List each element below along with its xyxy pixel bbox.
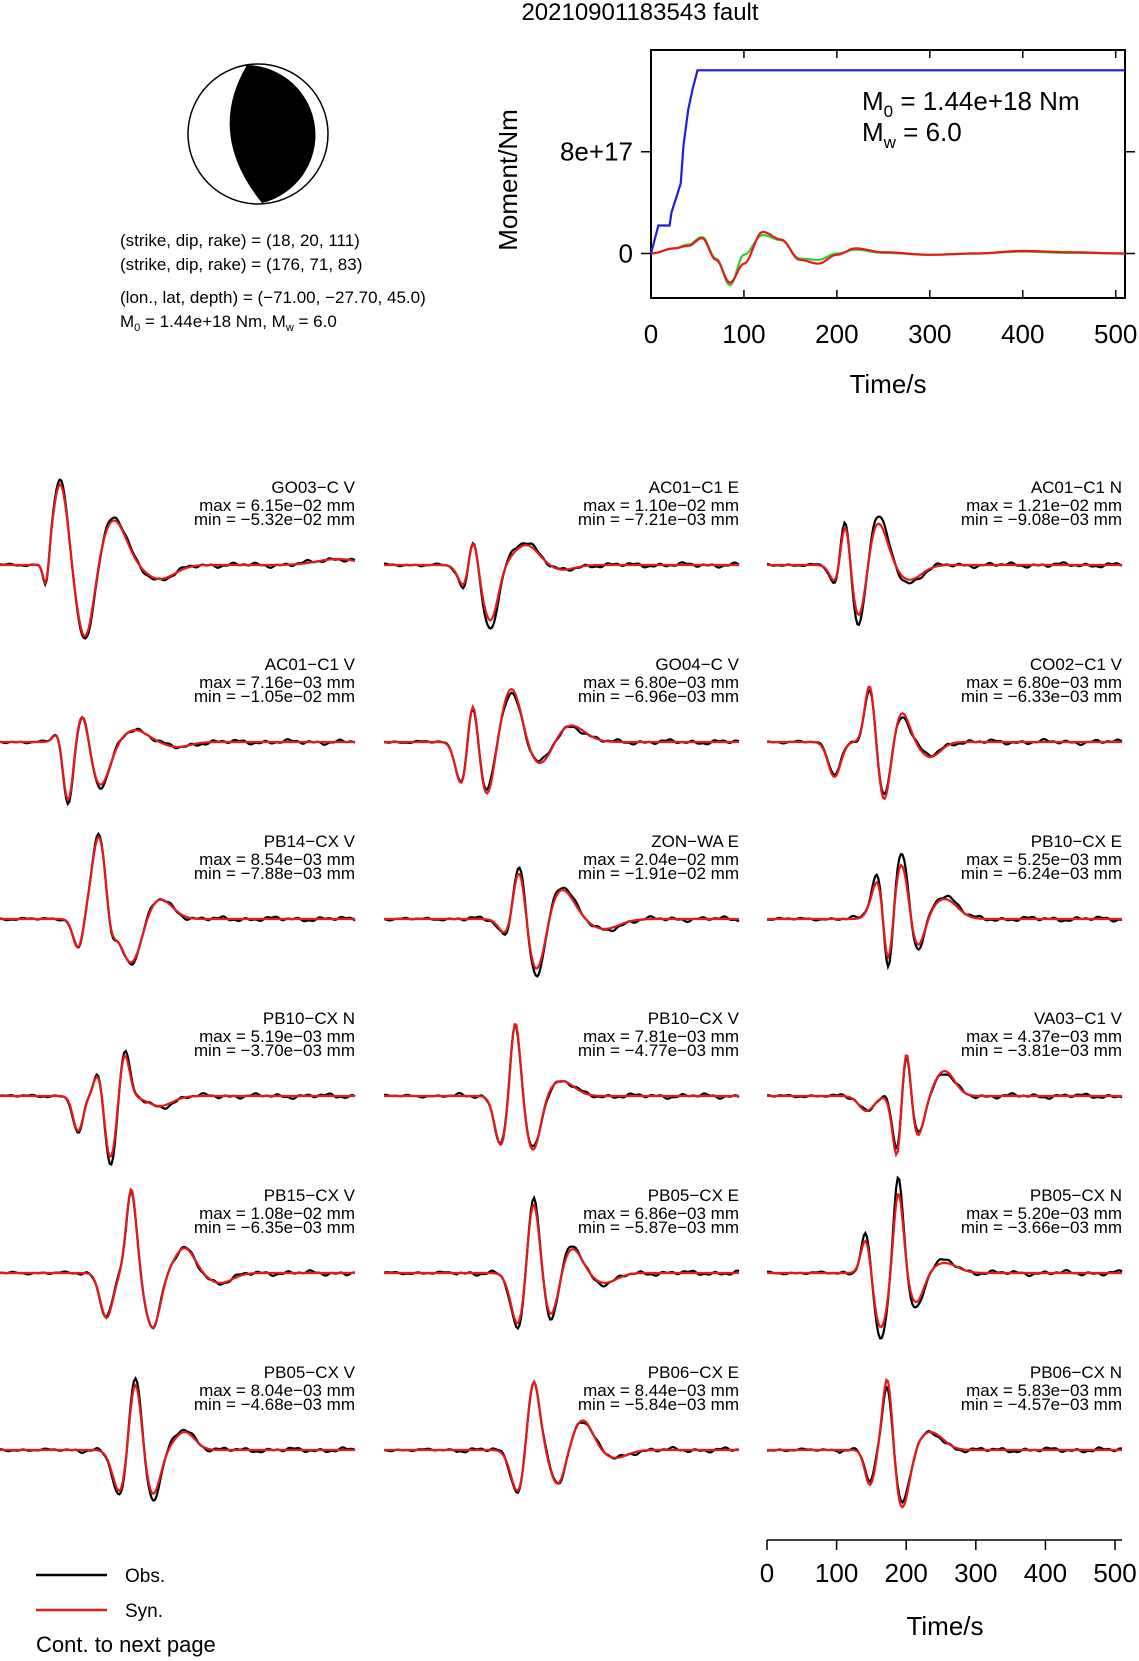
legend-syn-label: Syn.	[125, 1601, 164, 1622]
station-max: max = 7.16e−03 mm	[199, 673, 355, 692]
station-max: max = 5.20e−03 mm	[966, 1204, 1122, 1223]
station-label: GO04−C V	[655, 655, 739, 674]
waveform-panel	[767, 1178, 1122, 1339]
waveform-panel	[0, 655, 356, 804]
moment-m0-label	[862, 86, 1080, 121]
station-max: max = 5.83e−03 mm	[966, 1381, 1122, 1400]
station-label: PB10−CX V	[647, 1009, 739, 1028]
station-min: min = −5.87e−03 mm	[577, 1218, 739, 1237]
mw-symbol: M	[862, 117, 884, 147]
mechanism-line-1: (strike, dip, rake) = (18, 20, 111)	[120, 231, 360, 250]
figure-title: 20210901183543 fault	[521, 0, 759, 26]
observed-trace	[0, 717, 355, 804]
waveform-panel	[0, 832, 356, 965]
station-label: PB10−CX N	[262, 1009, 355, 1028]
waveform-panel	[384, 1009, 740, 1150]
station-max: max = 6.15e−02 mm	[199, 496, 355, 515]
mechanism-line-3: (lon., lat, depth) = (−71.00, −27.70, 45.0)	[120, 288, 426, 307]
station-min: min = −3.70e−03 mm	[193, 1041, 355, 1060]
moment-series-red	[651, 232, 1125, 283]
mech-m0-sub: 0	[134, 322, 141, 334]
station-max: max = 5.19e−03 mm	[199, 1027, 355, 1046]
waveform-panel	[767, 1363, 1122, 1507]
observed-trace	[767, 517, 1122, 625]
station-label: PB06−CX E	[647, 1363, 739, 1382]
m0-sub: 0	[883, 102, 894, 121]
station-max: max = 2.04e−02 mm	[583, 850, 739, 869]
station-max: max = 1.10e−02 mm	[583, 496, 739, 515]
station-min: min = −6.33e−03 mm	[960, 687, 1122, 706]
waveform-panel	[0, 1009, 355, 1165]
station-label: CO02−C1 V	[1029, 655, 1122, 674]
synthetic-trace	[384, 544, 739, 620]
station-min: min = −6.35e−03 mm	[193, 1218, 355, 1237]
station-min: min = −1.91e−02 mm	[577, 864, 739, 883]
station-label: AC01−C1 E	[648, 478, 739, 497]
station-max: max = 4.37e−03 mm	[966, 1027, 1122, 1046]
mech-m0-symbol: M	[120, 312, 135, 331]
station-min: min = −4.68e−03 mm	[193, 1395, 355, 1414]
station-label: PB14−CX V	[263, 832, 355, 851]
waveform-panel	[767, 832, 1122, 967]
waveform-panel	[767, 478, 1122, 625]
station-label: VA03−C1 V	[1033, 1009, 1122, 1028]
station-min: min = −6.96e−03 mm	[577, 687, 739, 706]
waveform-panel	[767, 1009, 1123, 1155]
station-min: min = −3.66e−03 mm	[960, 1218, 1122, 1237]
waveform-panel	[0, 1186, 356, 1328]
moment-xtick-label: 100	[722, 319, 766, 349]
m0-value: = 1.44e+18 Nm	[893, 86, 1080, 116]
station-min: min = −4.57e−03 mm	[960, 1395, 1122, 1414]
waveform-xlabel: Time/s	[906, 1611, 984, 1641]
station-label: PB10−CX E	[1030, 832, 1122, 851]
station-min: min = −3.81e−03 mm	[960, 1041, 1122, 1060]
moment-xtick-label: 500	[1094, 319, 1138, 349]
station-max: max = 8.54e−03 mm	[199, 850, 355, 869]
station-label: AC01−C1 N	[1030, 478, 1122, 497]
waveform-time-axis	[760, 1540, 1137, 1588]
station-label: PB05−CX N	[1029, 1186, 1122, 1205]
moment-ytick-label: 0	[618, 238, 633, 269]
station-max: max = 6.80e−03 mm	[583, 673, 739, 692]
station-label: ZON−WA E	[651, 832, 739, 851]
moment-xtick-label: 0	[643, 319, 659, 349]
synthetic-trace	[767, 524, 1122, 615]
waveform-panel	[384, 1186, 739, 1329]
station-max: max = 1.08e−02 mm	[199, 1204, 355, 1223]
station-label: PB05−CX E	[647, 1186, 739, 1205]
station-min: min = −9.08e−03 mm	[960, 510, 1122, 529]
waveform-grid	[0, 478, 1123, 1507]
time-axis-tick-label: 500	[1093, 1558, 1137, 1588]
mechanism-info	[120, 231, 426, 334]
mech-mw-text: = 6.0	[293, 312, 337, 331]
station-label: AC01−C1 V	[264, 655, 355, 674]
waveform-panel	[384, 832, 739, 976]
observed-trace	[384, 868, 739, 977]
waveform-panel	[384, 478, 739, 629]
mw-value: = 6.0	[895, 117, 962, 147]
beachball	[188, 64, 328, 204]
waveform-panel	[384, 655, 740, 793]
station-min: min = −7.88e−03 mm	[193, 864, 355, 883]
moment-xtick-label: 400	[1001, 319, 1045, 349]
station-max: max = 7.81e−03 mm	[583, 1027, 739, 1046]
station-min: min = −1.05e−02 mm	[193, 687, 355, 706]
continuation-note: Cont. to next page	[36, 1632, 216, 1657]
synthetic-trace	[0, 717, 355, 800]
mech-mw-sub: w	[285, 322, 294, 334]
station-label: GO03−C V	[271, 478, 355, 497]
waveform-panel	[0, 478, 356, 638]
station-max: max = 8.44e−03 mm	[583, 1381, 739, 1400]
time-axis-tick-label: 0	[759, 1558, 775, 1588]
station-label: PB06−CX N	[1029, 1363, 1122, 1382]
observed-trace	[384, 543, 739, 628]
station-max: max = 5.25e−03 mm	[966, 850, 1122, 869]
mechanism-line-4	[120, 312, 337, 334]
station-min: min = −6.24e−03 mm	[960, 864, 1122, 883]
station-label: PB05−CX V	[263, 1363, 355, 1382]
moment-panel	[493, 50, 1137, 399]
m0-symbol: M	[862, 86, 884, 116]
time-axis-tick-label: 400	[1023, 1558, 1068, 1588]
station-max: max = 1.21e−02 mm	[966, 496, 1122, 515]
station-max: max = 6.86e−03 mm	[583, 1204, 739, 1223]
station-max: max = 8.04e−03 mm	[199, 1381, 355, 1400]
station-min: min = −5.32e−02 mm	[193, 510, 355, 529]
station-min: min = −5.84e−03 mm	[577, 1395, 739, 1414]
time-axis-tick-label: 300	[954, 1558, 998, 1588]
moment-ylabel: Moment/Nm	[493, 109, 523, 251]
mw-sub: w	[883, 133, 896, 152]
moment-xlabel: Time/s	[849, 369, 927, 399]
moment-mw-label	[862, 117, 962, 152]
station-min: min = −4.77e−03 mm	[577, 1041, 739, 1060]
moment-xtick-label: 300	[908, 319, 952, 349]
waveform-panel	[384, 1363, 739, 1493]
station-max: max = 6.80e−03 mm	[966, 673, 1122, 692]
waveform-panel	[0, 1363, 356, 1501]
station-min: min = −7.21e−03 mm	[577, 510, 739, 529]
legend	[36, 1566, 216, 1657]
synthetic-trace	[767, 1056, 1122, 1155]
time-axis-tick-label: 200	[884, 1558, 928, 1588]
observed-trace	[0, 1051, 355, 1164]
moment-xtick-label: 200	[815, 319, 859, 349]
legend-obs-label: Obs.	[125, 1566, 166, 1587]
mech-m0-text: = 1.44e+18 Nm, M	[140, 312, 286, 331]
mechanism-line-2: (strike, dip, rake) = (176, 71, 83)	[120, 255, 363, 274]
time-axis-tick-label: 100	[814, 1558, 859, 1588]
synthetic-trace	[0, 1056, 355, 1156]
moment-ytick-label: 8e+17	[559, 136, 633, 167]
station-label: PB15−CX V	[263, 1186, 355, 1205]
moment-series-green	[651, 235, 1125, 285]
waveform-panel	[767, 655, 1123, 799]
